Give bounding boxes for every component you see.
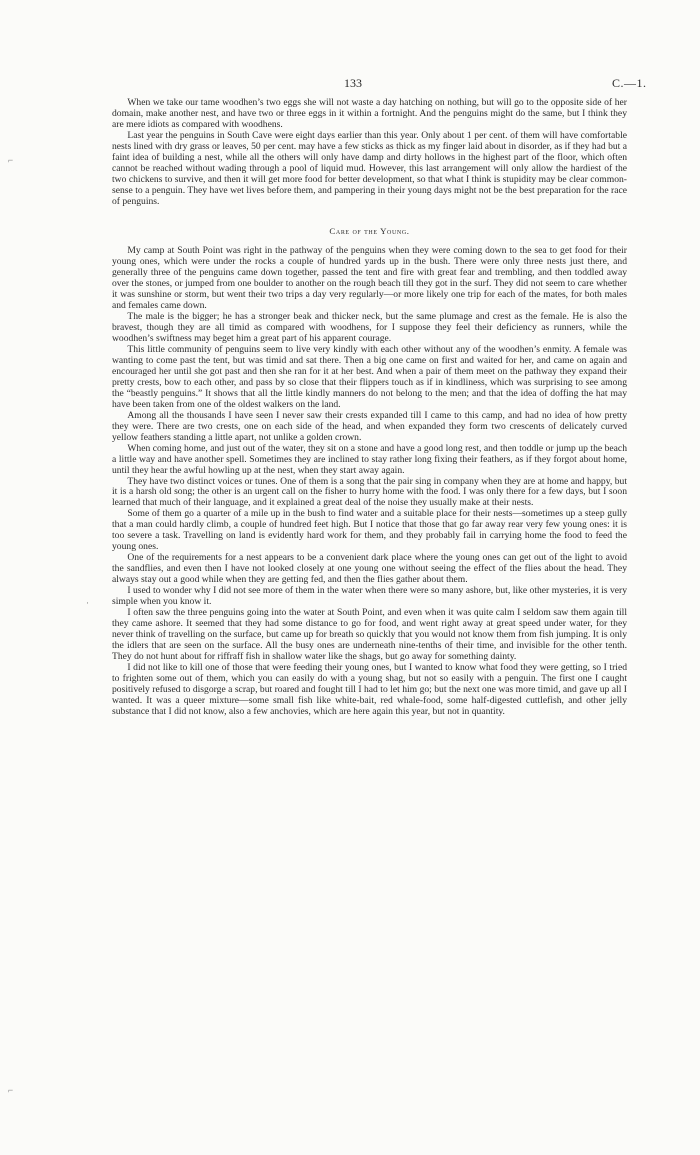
paragraph: My camp at South Point was right in the pathway of the penguins when they were coming down to the sea to get food for their young ones, which were under the rocks a couple of hundred yards up in the bush. There were only three nests just there, and generally three of the penguins came down together, passed the tent and fire with great fear and trembling, and then toddled away over the stones, or jumped from one boulder to another on the rough beach till they got in the surf. They did not seem to care whether it was sunshine or storm, but went their two trips a day very regularly—or more likely one trip for each of the mates, for both males and females came down.: [112, 245, 627, 312]
margin-mark-bottom: ⌐: [8, 1085, 14, 1095]
paragraph: I often saw the three penguins going into the water at South Point, and even when it was quite calm I seldom saw them again till they came ashore. It seemed that they had some distance to go for food, and went right away at great speed under water, for they never think of travelling on the surface, but came up for breath so quickly that you would not know them from fish jumping. It is only the idlers that are seen on the surface. All the busy ones are underneath nine-tenths of their time, and invisible for the other tenth. They do not hunt about for riffraff fish in shallow water like the shags, but go away for something dainty.: [112, 606, 627, 662]
paragraph: When coming home, and just out of the water, they sit on a stone and have a good long rest, and then toddle or jump up the beach a little way and have another spell. Sometimes they are inclined to stay rather long fixing their feathers, as if they forgot about home, until they hear the awful howling up at the nest, when they start away again.: [112, 442, 627, 476]
paragraph: This little community of penguins seem to live very kindly with each other without any of the woodhen’s enmity. A female was wanting to come past the tent, but was timid and sat there. Then a big one came on first and waited for her, and came on again and encouraged her until she got past and then she ran for it at her best. And when a pair of them meet on the pathway they expand their pretty crests, bow to each other, and pass by so close that their flippers touch as if in kindliness, which was surprising to see among the “beastly penguins.” It shows that all the little kindly manners do not belong to the men; and that the idea of doffing the hat may have been taken from one of the oldest walkers on the land.: [112, 344, 627, 410]
page-header: [0, 76, 700, 94]
margin-mark-top: ⌐: [8, 155, 14, 165]
paragraph: The male is the bigger; he has a stronger beak and thicker neck, but the same plumage and crest as the female. He is also the bravest, though they are all timid as compared with woodhens, for I suppose they feel their deficiency as runners, while the woodhen’s swiftness may beget him a great part of his apparent courage.: [112, 311, 627, 345]
paragraph: Some of them go a quarter of a mile up in the bush to find water and a suitable place for their nests—sometimes up a steep gully that a man could hardly climb, a couple of hundred feet high. But I notice that those that go far away rear very few young ones: it is too severe a task. Travelling on land is evidently hard work for them, and they probably fail in carrying home the food to feed the young ones.: [112, 508, 627, 553]
article-body: [112, 98, 627, 717]
section-heading: Care of the Young.: [329, 225, 410, 236]
paragraph: They have two distinct voices or tunes. One of them is a song that the pair sing in company when they are at home and happy, but it is a harsh old song; the other is an urgent call on the fisher to hurry home with the food. I was only there for a few days, but I soon learned that much of their language, and it explained a great deal of the noise they usually make at their nests.: [112, 475, 627, 509]
margin-mark-middle: ·: [86, 598, 89, 608]
paragraph: When we take our tame woodhen’s two eggs she will not waste a day hatching on nothing, but will go to the opposite side of her domain, make another nest, and have two or three eggs in it within a fortnight. And the penguins might do the same, but I think they are mere idiots as compared with woodhens.: [112, 97, 627, 130]
paragraph: Last year the penguins in South Cave were eight days earlier than this year. Only about 1 per cent. of them will have comfortable nests lined with dry grass or leaves, 50 per cent. may have a few sticks as thick as my finger laid about in disorder, as if they had but a faint idea of building a nest, while all the others will only have damp and dirty hollows in the highest part of the floor, which often cannot be reached without wading through a pool of liquid mud. However, this last arrangement will only allow the hardiest of the two chickens to survive, and then it will get more food for better development, so that what I think is stupidity may be clear common-sense to a penguin. They have wet lives before them, and pampering in their young days might not be the best preparation for the race of penguins.: [112, 129, 627, 207]
document-code: C.—1.: [612, 76, 647, 90]
paragraph: I did not like to kill one of those that were feeding their young ones, but I wanted to know what food they were getting, so I tried to frighten some out of them, which you can easily do with a young shag, but not so easily with a penguin. The first one I caught positively refused to disgorge a scrap, but roared and fought till I had to let him go; but the next one was more timid, and gave up all I wanted. It was a queer mixture—some small fish like white-bait, red whale-food, some half-digested cuttlefish, and other jelly substance that I did not know, also a few anchovies, which are here again this year, but not in quantity.: [112, 661, 627, 717]
page-number: 133: [344, 76, 362, 90]
paragraph: One of the requirements for a nest appears to be a convenient dark place where the young ones can get out of the light to avoid the sandflies, and even then I have not looked closely at one young one without seeing the effect of the flies about the head. They always stay out a good while when they are getting fed, and then the flies gather about them.: [112, 552, 627, 586]
paragraph: I used to wonder why I did not see more of them in the water when there were so many ashore, but, like other mysteries, it is very simple when you know it.: [112, 585, 627, 607]
paragraph: Among all the thousands I have seen I never saw their crests expanded till I came to this camp, and had no idea of how pretty they were. There are two crests, one on each side of the head, and when expanded they form two crescents of delicately curved yellow feathers standing a little apart, not unlike a golden crown.: [112, 409, 627, 443]
